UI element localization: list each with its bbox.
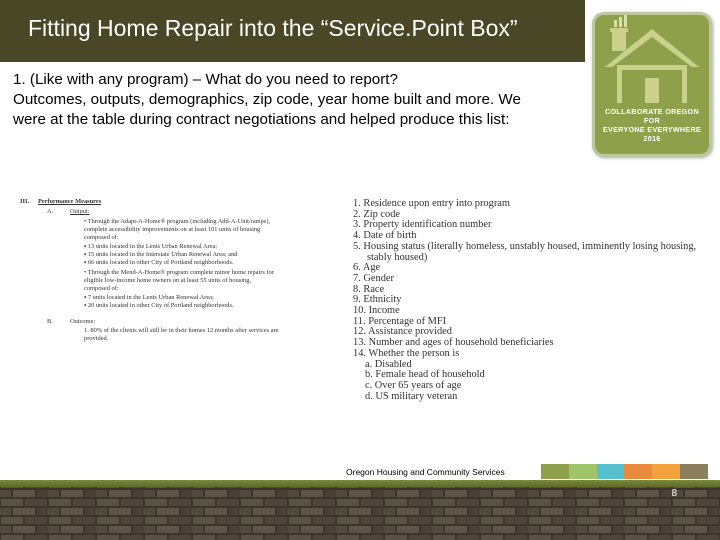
- intro-text: [13, 70, 583, 130]
- excerpt-line: composed of:: [84, 234, 119, 241]
- list-item: 3. Property identification number: [353, 219, 492, 231]
- intro-line: 1. (Like with any program) – What do you need to report?: [13, 71, 398, 88]
- list-item: 6. Age: [353, 262, 381, 274]
- excerpt-line: ▪ 7 units located in the Lents Urban Renewal Area;: [84, 294, 214, 301]
- excerpt-line: • Through the Mend-A-Home® program complete minor home repairs for: [84, 269, 274, 276]
- list-subitem: c. Over 65 years of age: [365, 379, 462, 391]
- list-item: stably housed): [367, 251, 428, 263]
- list-item: 2. Zip code: [353, 208, 401, 220]
- list-item: 7. Gender: [353, 272, 394, 284]
- list-item: 10. Income: [353, 305, 400, 317]
- list-subitem: d. US military veteran: [365, 390, 458, 402]
- item-label: B.: [47, 318, 53, 325]
- excerpt-line: ▪ 13 units located in the Lents Urban Renewal Area;: [84, 243, 218, 250]
- slide-title: Fitting Home Repair into the “Service.Point Box”: [28, 15, 518, 41]
- color-swatch: [680, 464, 708, 479]
- excerpt-line: eligible low-income home owners on at least 55 units of housing,: [84, 277, 252, 284]
- excerpt-line: ▪ 15 units located in the Interstate Urban Renewal Area; and: [84, 251, 238, 258]
- collaborate-oregon-logo: [592, 12, 712, 157]
- excerpt-line: ▪ 20 units located in other City of Portland neighborhoods.: [84, 302, 234, 309]
- color-swatch: [541, 464, 569, 479]
- excerpt-line: provided.: [84, 335, 109, 342]
- list-item: 9. Ethnicity: [353, 294, 402, 306]
- title-bar: [0, 0, 585, 62]
- list-item: 13. Number and ages of household beneficiaries: [353, 337, 554, 349]
- list-item: 5. Housing status (literally homeless, unstably housed, imminently losing housing,: [353, 240, 697, 252]
- reporting-list: [353, 198, 697, 402]
- intro-line: were at the table during contract negotiations and helped produce this list:: [13, 111, 510, 128]
- color-swatch: [624, 464, 652, 479]
- footer-caption: Oregon Housing and Community Services: [346, 467, 505, 477]
- color-strip: [541, 464, 708, 479]
- list-item: 14. Whether the person is: [353, 347, 460, 359]
- logo-text-line: COLLABORATE OREGON: [605, 107, 699, 116]
- excerpt-line: 1. 80% of the clients will still be in their homes 12 months after services are: [84, 327, 279, 334]
- list-item: 1. Residence upon entry into program: [353, 198, 510, 209]
- color-swatch: [597, 464, 625, 479]
- logo-text-line: 2016: [643, 134, 661, 143]
- list-item: 11. Percentage of MFI: [353, 315, 447, 327]
- excerpt-line: complete accessibility improvements on at least 101 units of housing: [84, 226, 261, 233]
- contract-excerpt-left: [20, 198, 335, 373]
- section-heading: Performance Measures: [38, 198, 102, 205]
- intro-line: Outcomes, outputs, demographics, zip code, year home built and more. We: [13, 91, 521, 108]
- list-subitem: a. Disabled: [365, 358, 412, 370]
- excerpt-line: • Through the Adapt-A-Home® program (including Add-A-Unit/ramps),: [84, 218, 271, 225]
- color-swatch: [569, 464, 597, 479]
- section-number: III.: [20, 198, 30, 205]
- list-item: 12. Assistance provided: [353, 326, 452, 338]
- excerpt-line: composed of:: [84, 285, 119, 292]
- item-title: Output:: [70, 208, 90, 215]
- color-swatch: [652, 464, 680, 479]
- page-number: 8: [671, 488, 677, 499]
- item-label: A.: [47, 208, 54, 215]
- list-subitem: b. Female head of household: [365, 369, 485, 381]
- excerpt-line: ▪ 66 units located in other City of Portland neighborhoods.: [84, 259, 234, 266]
- list-item: 8. Race: [353, 283, 385, 295]
- brick-wall-footer: [0, 480, 720, 540]
- item-title: Outcome:: [70, 318, 96, 325]
- logo-text-line: FOR: [643, 116, 661, 125]
- logo-text-line: EVERYONE EVERYWHERE: [602, 125, 702, 134]
- list-item: 4. Date of birth: [353, 230, 417, 242]
